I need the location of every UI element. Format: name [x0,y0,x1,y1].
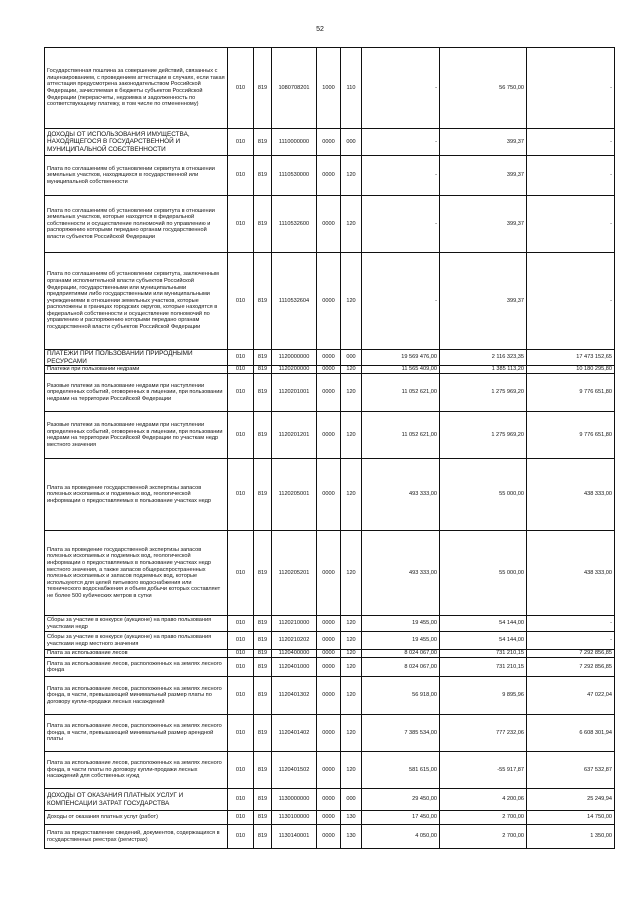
admin-code: 010 [228,412,254,459]
row-name: Плата за использование лесов, расположенных на землях лесного фонда [45,658,228,677]
chapter-code: 819 [254,650,272,658]
economic-code: 120 [341,715,362,752]
table-row [45,129,615,156]
table-row [45,752,615,789]
approved-amount: 19 455,00 [362,632,440,650]
row-name: Платежи при пользовании недрами [45,366,228,374]
unexecuted-amount: - [527,196,615,253]
executed-amount: 2 116 323,35 [440,350,527,366]
revenue-code: 1130100000 [272,811,317,825]
executed-amount: 4 200,06 [440,789,527,811]
approved-amount: 7 385 534,00 [362,715,440,752]
row-name: Плата за использование лесов, расположенных на землях лесного фонда, в части, превышающей минимальный размер арендной платы [45,715,228,752]
row-name: Плата по соглашениям об установлении сервитута в отношении земельных участков, которые находятся в федеральной собственности и осуществление полномочий по управлению и распоряжению которыми передано органам государственной власти субъектов Российской Федерации [45,196,228,253]
chapter-code: 819 [254,48,272,129]
revenue-code: 1120401402 [272,715,317,752]
program-code: 0000 [317,196,341,253]
chapter-code: 819 [254,156,272,196]
revenue-code: 1120200000 [272,366,317,374]
row-name: Разовые платежи за пользование недрами при наступлении определенных событий, оговоренных в лицензии, при пользовании недрами на территории Российской Федерации по участкам недр местного значения [45,412,228,459]
admin-code: 010 [228,752,254,789]
row-name: ДОХОДЫ ОТ ОКАЗАНИЯ ПЛАТНЫХ УСЛУГ И КОМПЕНСАЦИИ ЗАТРАТ ГОСУДАРСТВА [45,789,228,811]
row-name: Разовые платежи за пользование недрами при наступлении определенных событий, оговоренных в лицензии, при пользовании недрами на территории Российской Федерации [45,374,228,412]
table-row [45,789,615,811]
unexecuted-amount: - [527,129,615,156]
executed-amount: 1 385 113,20 [440,366,527,374]
program-code: 0000 [317,253,341,350]
approved-amount: 581 615,00 [362,752,440,789]
executed-amount: 9 895,96 [440,677,527,715]
executed-amount: 2 700,00 [440,825,527,849]
revenue-table [44,47,615,849]
row-name: Плата за проведение государственной экспертизы запасов полезных ископаемых и подземных вод, геологической информации о предоставляемых в пользование участках недр местного значения, а также запасов общераспространенных полезных ископаемых и запасов подземных вод, которые используются для целей питьевого водоснабжения или технического водоснабжения и объем добычи которых составляет не более 500 кубических метров в сутки [45,531,228,616]
admin-code: 010 [228,658,254,677]
page-number: 52 [316,26,324,33]
economic-code: 120 [341,677,362,715]
chapter-code: 819 [254,366,272,374]
economic-code: 000 [341,129,362,156]
executed-amount: 55 000,00 [440,531,527,616]
approved-amount: 17 450,00 [362,811,440,825]
approved-amount: 29 450,00 [362,789,440,811]
admin-code: 010 [228,48,254,129]
table-row [45,350,615,366]
economic-code: 120 [341,253,362,350]
table-row [45,632,615,650]
table-row [45,412,615,459]
approved-amount: - [362,129,440,156]
approved-amount: 11 565 409,00 [362,366,440,374]
economic-code: 120 [341,459,362,531]
row-name: Плата за использование лесов, расположенных на землях лесного фонда, в части платы по договору купли-продажи лесных насаждений для собственных нужд [45,752,228,789]
economic-code: 120 [341,374,362,412]
unexecuted-amount: 7 292 856,85 [527,650,615,658]
table-row [45,253,615,350]
revenue-code: 1080708201 [272,48,317,129]
program-code: 0000 [317,616,341,632]
program-code: 0000 [317,350,341,366]
chapter-code: 819 [254,253,272,350]
chapter-code: 819 [254,616,272,632]
executed-amount: 399,37 [440,196,527,253]
admin-code: 010 [228,156,254,196]
admin-code: 010 [228,253,254,350]
admin-code: 010 [228,632,254,650]
executed-amount: -55 917,87 [440,752,527,789]
admin-code: 010 [228,366,254,374]
revenue-code: 1110532600 [272,196,317,253]
economic-code: 120 [341,412,362,459]
program-code: 0000 [317,156,341,196]
executed-amount: 54 144,00 [440,616,527,632]
table-row [45,811,615,825]
chapter-code: 819 [254,632,272,650]
unexecuted-amount: - [527,632,615,650]
program-code: 0000 [317,752,341,789]
executed-amount: 731 210,15 [440,650,527,658]
admin-code: 010 [228,616,254,632]
admin-code: 010 [228,129,254,156]
unexecuted-amount: - [527,616,615,632]
approved-amount: 11 052 621,00 [362,412,440,459]
table-row [45,531,615,616]
revenue-code: 1120210000 [272,616,317,632]
chapter-code: 819 [254,412,272,459]
program-code: 0000 [317,789,341,811]
admin-code: 010 [228,789,254,811]
row-name: Плата за проведение государственной экспертизы запасов полезных ископаемых и подземных вод, геологической информации о предоставляемых в пользование участках недр [45,459,228,531]
chapter-code: 819 [254,752,272,789]
revenue-code: 1130140001 [272,825,317,849]
table-row [45,156,615,196]
unexecuted-amount: - [527,253,615,350]
revenue-code: 1120205201 [272,531,317,616]
row-name: Сборы за участие в конкурсе (аукционе) на право пользования участками недр [45,616,228,632]
program-code: 0000 [317,129,341,156]
unexecuted-amount: 438 333,00 [527,531,615,616]
chapter-code: 819 [254,677,272,715]
unexecuted-amount: - [527,156,615,196]
program-code: 0000 [317,531,341,616]
revenue-code: 1120401000 [272,658,317,677]
unexecuted-amount: 6 608 301,94 [527,715,615,752]
chapter-code: 819 [254,374,272,412]
revenue-code: 1120205001 [272,459,317,531]
unexecuted-amount: 14 750,00 [527,811,615,825]
admin-code: 010 [228,650,254,658]
economic-code: 120 [341,752,362,789]
program-code: 0000 [317,715,341,752]
unexecuted-amount: 1 350,00 [527,825,615,849]
approved-amount: 8 024 067,00 [362,658,440,677]
row-name: Плата за предоставление сведений, документов, содержащихся в государственных реестрах (регистрах) [45,825,228,849]
economic-code: 120 [341,658,362,677]
admin-code: 010 [228,196,254,253]
economic-code: 120 [341,531,362,616]
executed-amount: 54 144,00 [440,632,527,650]
economic-code: 130 [341,825,362,849]
program-code: 0000 [317,412,341,459]
chapter-code: 819 [254,789,272,811]
approved-amount: 11 052 621,00 [362,374,440,412]
admin-code: 010 [228,677,254,715]
executed-amount: 731 210,15 [440,658,527,677]
economic-code: 110 [341,48,362,129]
approved-amount: 19 455,00 [362,616,440,632]
row-name: Плата по соглашениям об установлении сервитута в отношении земельных участков, находящихся в государственной или муниципальной собственности [45,156,228,196]
row-name: Доходы от оказания платных услуг (работ) [45,811,228,825]
executed-amount: 56 750,00 [440,48,527,129]
executed-amount: 55 000,00 [440,459,527,531]
executed-amount: 399,37 [440,253,527,350]
unexecuted-amount: 438 333,00 [527,459,615,531]
admin-code: 010 [228,715,254,752]
economic-code: 120 [341,366,362,374]
revenue-code: 1120401302 [272,677,317,715]
row-name: Плата за использование лесов, расположенных на землях лесного фонда, в части, превышающей минимальный размер платы по договору купли-продажи лесных насаждений [45,677,228,715]
chapter-code: 819 [254,531,272,616]
approved-amount: 8 024 067,00 [362,650,440,658]
table-row [45,715,615,752]
chapter-code: 819 [254,350,272,366]
approved-amount: 19 569 476,00 [362,350,440,366]
revenue-code: 1120201201 [272,412,317,459]
economic-code: 000 [341,350,362,366]
program-code: 1000 [317,48,341,129]
economic-code: 120 [341,156,362,196]
admin-code: 010 [228,811,254,825]
program-code: 0000 [317,632,341,650]
approved-amount: - [362,196,440,253]
row-name: Сборы за участие в конкурсе (аукционе) на право пользования участками недр местного значения [45,632,228,650]
chapter-code: 819 [254,196,272,253]
program-code: 0000 [317,825,341,849]
approved-amount: - [362,156,440,196]
unexecuted-amount: 47 022,04 [527,677,615,715]
unexecuted-amount: 9 776 651,80 [527,412,615,459]
program-code: 0000 [317,459,341,531]
unexecuted-amount: 25 249,94 [527,789,615,811]
approved-amount: 4 050,00 [362,825,440,849]
admin-code: 010 [228,459,254,531]
row-name: Плата по соглашениям об установлении сервитута, заключенным органами исполнительной власти субъектов Российской Федерации, государственными или муниципальными предприятиями либо государственными или муниципальными учреждениями в отношении земельных участков, которые расположены в границах городских округов, которые находятся в федеральной собственности и осуществление полномочий по управлению и распоряжению которыми передано органам государственной власти субъектов Российской Федерации [45,253,228,350]
program-code: 0000 [317,650,341,658]
table-row [45,650,615,658]
economic-code: 120 [341,616,362,632]
revenue-code: 1120400000 [272,650,317,658]
row-name: Государственная пошлина за совершение действий, связанных с лицензированием, с проведением аттестации в случаях, если такая аттестация предусмотрена законодательством Российской Федерации, зачисляемая в бюджеты субъектов Российской Федерации (перерасчеты, недоимка и задолженность по соответствующему платежу, в том числе по отмененному) [45,48,228,129]
table-row [45,48,615,129]
chapter-code: 819 [254,715,272,752]
table-row [45,677,615,715]
program-code: 0000 [317,811,341,825]
admin-code: 010 [228,531,254,616]
executed-amount: 1 275 969,20 [440,412,527,459]
table-row [45,366,615,374]
executed-amount: 399,37 [440,129,527,156]
unexecuted-amount: 637 532,87 [527,752,615,789]
economic-code: 000 [341,789,362,811]
chapter-code: 819 [254,129,272,156]
economic-code: 130 [341,811,362,825]
admin-code: 010 [228,374,254,412]
economic-code: 120 [341,632,362,650]
table-row [45,825,615,849]
economic-code: 120 [341,650,362,658]
revenue-code: 1110000000 [272,129,317,156]
program-code: 0000 [317,677,341,715]
economic-code: 120 [341,196,362,253]
approved-amount: - [362,253,440,350]
executed-amount: 2 700,00 [440,811,527,825]
chapter-code: 819 [254,811,272,825]
unexecuted-amount: 7 292 856,85 [527,658,615,677]
approved-amount: 493 333,00 [362,531,440,616]
unexecuted-amount: 17 473 152,65 [527,350,615,366]
revenue-code: 1130000000 [272,789,317,811]
revenue-code: 1110530000 [272,156,317,196]
chapter-code: 819 [254,825,272,849]
program-code: 0000 [317,366,341,374]
approved-amount: 493 333,00 [362,459,440,531]
unexecuted-amount: - [527,48,615,129]
table-row [45,374,615,412]
approved-amount: - [362,48,440,129]
admin-code: 010 [228,825,254,849]
revenue-code: 1120210202 [272,632,317,650]
revenue-code: 1120000000 [272,350,317,366]
table-row [45,196,615,253]
program-code: 0000 [317,374,341,412]
row-name: ДОХОДЫ ОТ ИСПОЛЬЗОВАНИЯ ИМУЩЕСТВА, НАХОДЯЩЕГОСЯ В ГОСУДАРСТВЕННОЙ И МУНИЦИПАЛЬНОЙ СОБСТВЕННОСТИ [45,129,228,156]
approved-amount: 56 918,00 [362,677,440,715]
table-row [45,459,615,531]
executed-amount: 399,37 [440,156,527,196]
table-row [45,616,615,632]
executed-amount: 777 232,06 [440,715,527,752]
revenue-code: 1110532604 [272,253,317,350]
row-name: Плата за использование лесов [45,650,228,658]
table-row [45,658,615,677]
chapter-code: 819 [254,658,272,677]
revenue-code: 1120401502 [272,752,317,789]
executed-amount: 1 275 969,20 [440,374,527,412]
row-name: ПЛАТЕЖИ ПРИ ПОЛЬЗОВАНИИ ПРИРОДНЫМИ РЕСУРСАМИ [45,350,228,366]
revenue-code: 1120201001 [272,374,317,412]
chapter-code: 819 [254,459,272,531]
unexecuted-amount: 9 776 651,80 [527,374,615,412]
unexecuted-amount: 10 180 295,80 [527,366,615,374]
admin-code: 010 [228,350,254,366]
program-code: 0000 [317,658,341,677]
